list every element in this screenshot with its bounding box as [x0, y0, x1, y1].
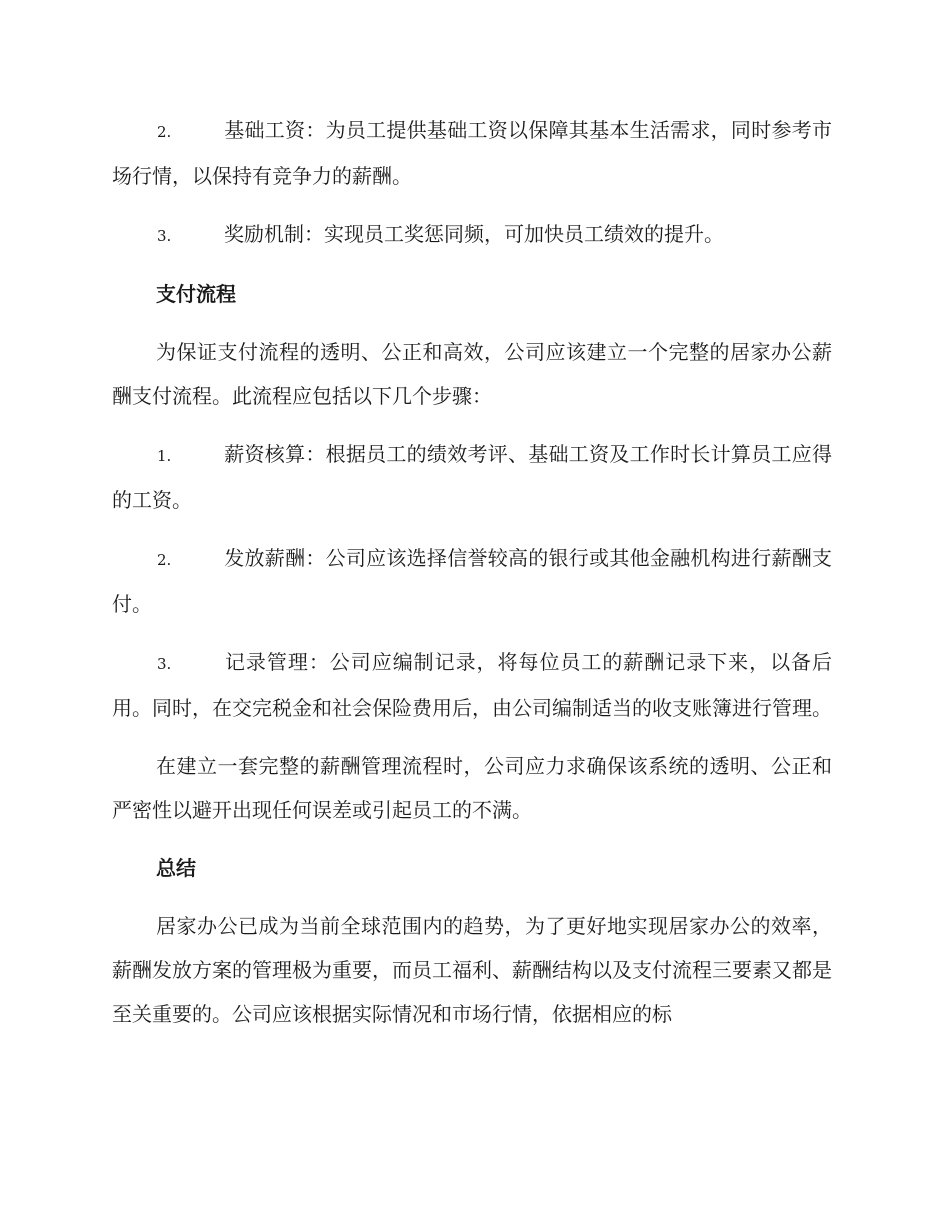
list-item-salary-calculation — [112, 432, 832, 522]
list-item-base-salary — [112, 108, 832, 198]
paragraph-summary: 居家办公已成为当前全球范围内的趋势，为了更好地实现居家办公的效率，薪酬发放方案的管理极为重要，而员工福利、薪酬结构以及支付流程三要素又都是至关重要的。公司应该根据实际情况和市场行情，依据相应的标 — [112, 914, 832, 1026]
list-item-record-management — [112, 640, 832, 730]
list-text: 记录管理：公司应编制记录，将每位员工的薪酬记录下来，以备后用。同时，在交完税金和社会保险费用后，由公司编制适当的收支账簿进行管理。 — [112, 650, 832, 720]
list-number: 2. — [157, 551, 172, 569]
list-number: 1. — [157, 447, 172, 465]
section-heading-summary: 总结 — [156, 856, 196, 880]
list-item-reward-mechanism — [112, 212, 832, 258]
list-item-salary-payment — [112, 536, 832, 626]
list-number: 3. — [157, 227, 172, 245]
list-number: 3. — [157, 655, 172, 673]
list-text: 薪资核算：根据员工的绩效考评、基础工资及工作时长计算员工应得的工资。 — [112, 442, 832, 512]
list-number: 2. — [157, 123, 172, 141]
paragraph-management-process: 在建立一套完整的薪酬管理流程时，公司应力求确保该系统的透明、公正和严密性以避开出现任何误差或引起员工的不满。 — [112, 754, 832, 822]
document-page — [112, 108, 832, 1050]
paragraph-payment-intro: 为保证支付流程的透明、公正和高效，公司应该建立一个完整的居家办公薪酬支付流程。此流程应包括以下几个步骤： — [112, 340, 832, 408]
list-text: 基础工资：为员工提供基础工资以保障其基本生活需求，同时参考市场行情，以保持有竞争力的薪酬。 — [112, 118, 832, 188]
list-text: 奖励机制：实现员工奖惩同频，可加快员工绩效的提升。 — [224, 222, 724, 246]
section-heading-payment-process: 支付流程 — [156, 282, 236, 306]
list-text: 发放薪酬：公司应该选择信誉较高的银行或其他金融机构进行薪酬支付。 — [112, 546, 832, 616]
